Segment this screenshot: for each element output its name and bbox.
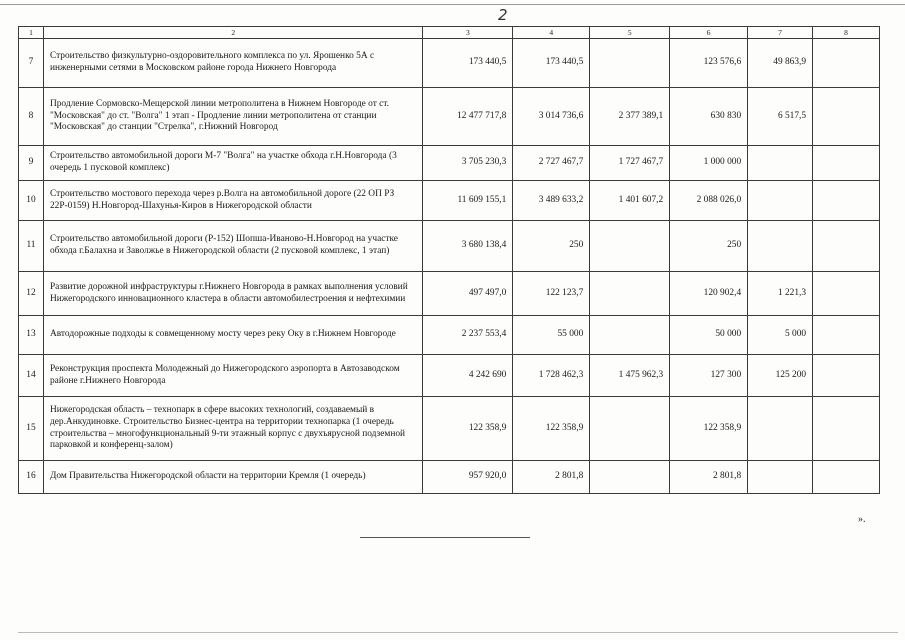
value-col-7 <box>748 181 813 221</box>
row-number: 10 <box>19 181 44 221</box>
row-number: 14 <box>19 355 44 397</box>
value-col-6: 127 300 <box>670 355 748 397</box>
row-number: 16 <box>19 461 44 494</box>
value-col-4: 250 <box>513 221 590 272</box>
value-col-7: 1 221,3 <box>748 272 813 316</box>
value-col-8 <box>813 146 880 181</box>
value-col-5: 1 727 467,7 <box>590 146 670 181</box>
project-description: Строительство автомобильной дороги М-7 "Волга" на участке обхода г.Н.Новгорода (3 очередь 1 пусковой комплекс) <box>43 146 422 181</box>
project-description: Строительство физкультурно-оздоровительного комплекса по ул. Ярошенко 5А с инженерными сетями в Московском районе города Нижнего Новгорода <box>43 39 422 88</box>
top-scan-edge <box>0 4 905 5</box>
row-number: 7 <box>19 39 44 88</box>
column-header-4: 4 <box>513 27 590 39</box>
value-col-4: 173 440,5 <box>513 39 590 88</box>
project-description: Развитие дорожной инфраструктуры г.Нижнего Новгорода в рамках выполнения условий Нижегородского инновационного кластера в области автомобилестроения и нефтехимии <box>43 272 422 316</box>
project-description: Продление Сормовско-Мещерской линии метрополитена в Нижнем Новгороде от ст. "Московская" до ст. "Волга" 1 этап - Продление линии метрополитена от станции "Московская" до станции "Стрелка", г.Нижний Новгород <box>43 88 422 146</box>
value-col-5 <box>590 397 670 461</box>
project-description: Реконструкция проспекта Молодежный до Нижегородского аэропорта в Автозаводском районе г.Нижнего Новгорода <box>43 355 422 397</box>
value-col-8 <box>813 39 880 88</box>
value-col-7 <box>748 461 813 494</box>
value-col-8 <box>813 88 880 146</box>
table-row <box>19 397 880 461</box>
value-col-5 <box>590 461 670 494</box>
value-col-3: 12 477 717,8 <box>423 88 513 146</box>
value-col-5 <box>590 221 670 272</box>
table-row <box>19 355 880 397</box>
page-number: 2 <box>498 6 508 24</box>
value-col-8 <box>813 181 880 221</box>
value-col-6: 50 000 <box>670 316 748 355</box>
column-header-1: 1 <box>19 27 44 39</box>
value-col-6: 1 000 000 <box>670 146 748 181</box>
row-number: 13 <box>19 316 44 355</box>
table-row <box>19 39 880 88</box>
value-col-3: 11 609 155,1 <box>423 181 513 221</box>
row-number: 11 <box>19 221 44 272</box>
value-col-3: 2 237 553,4 <box>423 316 513 355</box>
table-row <box>19 181 880 221</box>
value-col-5 <box>590 39 670 88</box>
project-description: Строительство автомобильной дороги (Р-152) Шопша-Иваново-Н.Новгород на участке обхода г.Балахна и Заволжье в Нижегородской области (2 пусковой комплекс, 1 этап) <box>43 221 422 272</box>
value-col-7 <box>748 221 813 272</box>
row-number: 8 <box>19 88 44 146</box>
bottom-scan-edge <box>18 632 898 633</box>
value-col-7 <box>748 146 813 181</box>
value-col-4: 55 000 <box>513 316 590 355</box>
value-col-6: 2 088 026,0 <box>670 181 748 221</box>
table-row <box>19 221 880 272</box>
table-row <box>19 146 880 181</box>
value-col-5: 1 475 962,3 <box>590 355 670 397</box>
value-col-6: 250 <box>670 221 748 272</box>
value-col-8 <box>813 461 880 494</box>
value-col-6: 2 801,8 <box>670 461 748 494</box>
column-header-2: 2 <box>43 27 422 39</box>
row-number: 9 <box>19 146 44 181</box>
value-col-3: 122 358,9 <box>423 397 513 461</box>
value-col-8 <box>813 397 880 461</box>
footer-divider <box>360 537 530 538</box>
value-col-4: 122 358,9 <box>513 397 590 461</box>
table-row <box>19 272 880 316</box>
table-row <box>19 88 880 146</box>
column-header-8: 8 <box>813 27 880 39</box>
value-col-7: 125 200 <box>748 355 813 397</box>
value-col-7: 49 863,9 <box>748 39 813 88</box>
closing-quote: ». <box>858 514 866 525</box>
value-col-3: 173 440,5 <box>423 39 513 88</box>
project-description: Автодорожные подходы к совмещенному мосту через реку Оку в г.Нижнем Новгороде <box>43 316 422 355</box>
value-col-6: 122 358,9 <box>670 397 748 461</box>
column-header-3: 3 <box>423 27 513 39</box>
project-description: Дом Правительства Нижегородской области на территории Кремля (1 очередь) <box>43 461 422 494</box>
value-col-4: 3 014 736,6 <box>513 88 590 146</box>
header-row <box>19 27 880 39</box>
column-header-6: 6 <box>670 27 748 39</box>
value-col-5 <box>590 272 670 316</box>
value-col-6: 120 902,4 <box>670 272 748 316</box>
value-col-5 <box>590 316 670 355</box>
table-row <box>19 461 880 494</box>
value-col-4: 122 123,7 <box>513 272 590 316</box>
table-body <box>19 39 880 494</box>
value-col-3: 497 497,0 <box>423 272 513 316</box>
column-header-7: 7 <box>748 27 813 39</box>
value-col-8 <box>813 316 880 355</box>
value-col-6: 123 576,6 <box>670 39 748 88</box>
column-header-5: 5 <box>590 27 670 39</box>
value-col-7: 5 000 <box>748 316 813 355</box>
value-col-4: 3 489 633,2 <box>513 181 590 221</box>
value-col-3: 957 920,0 <box>423 461 513 494</box>
value-col-3: 3 705 230,3 <box>423 146 513 181</box>
budget-table <box>18 26 880 494</box>
value-col-5: 2 377 389,1 <box>590 88 670 146</box>
value-col-7 <box>748 397 813 461</box>
value-col-5: 1 401 607,2 <box>590 181 670 221</box>
value-col-4: 2 727 467,7 <box>513 146 590 181</box>
value-col-8 <box>813 221 880 272</box>
value-col-3: 4 242 690 <box>423 355 513 397</box>
value-col-8 <box>813 355 880 397</box>
project-description: Нижегородская область – технопарк в сфере высоких технологий, создаваемый в дер.Анкудиновке. Строительство Бизнес-центра на территории технопарка (1 очередь строительства – многофункциональный 9-ти этажный корпус с двухъярусной подземной парковкой и конференц-залом) <box>43 397 422 461</box>
value-col-7: 6 517,5 <box>748 88 813 146</box>
project-description: Строительство мостового перехода через р.Волга на автомобильной дороге (22 ОП РЗ 22Р-0159) Н.Новгород-Шахунья-Киров в Нижегородской области <box>43 181 422 221</box>
value-col-3: 3 680 138,4 <box>423 221 513 272</box>
value-col-8 <box>813 272 880 316</box>
row-number: 12 <box>19 272 44 316</box>
value-col-4: 1 728 462,3 <box>513 355 590 397</box>
value-col-6: 630 830 <box>670 88 748 146</box>
value-col-4: 2 801,8 <box>513 461 590 494</box>
row-number: 15 <box>19 397 44 461</box>
table-row <box>19 316 880 355</box>
